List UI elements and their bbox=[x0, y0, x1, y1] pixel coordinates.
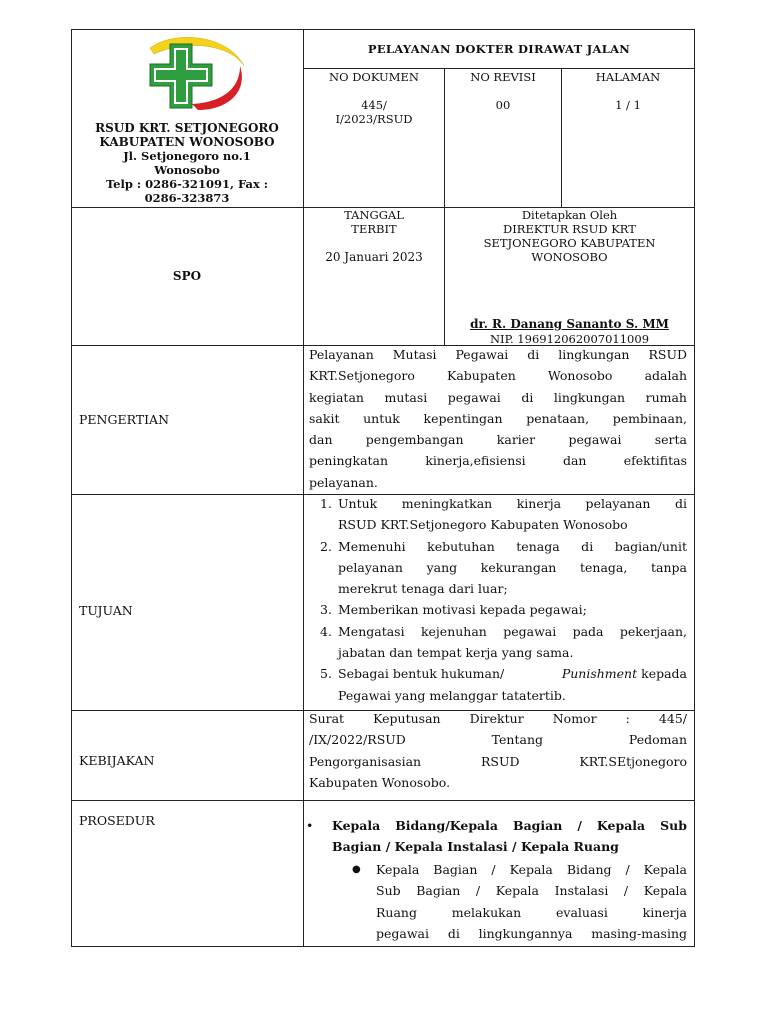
tujuan-item-line: jabatan dan tempat kerja yang sama. bbox=[338, 645, 574, 661]
prosedur-label: PROSEDUR bbox=[79, 813, 155, 828]
pengertian-line: Pelayanan Mutasi Pegawai di lingkungan RSUD bbox=[309, 347, 687, 362]
tujuan-item-text: kepada bbox=[637, 666, 687, 682]
pengertian-line: pelayanan. bbox=[309, 474, 378, 490]
address-line1: Jl. Setjonegoro no.1 bbox=[123, 149, 251, 163]
tujuan-list bbox=[320, 493, 687, 706]
pengertian-text bbox=[309, 344, 687, 493]
tujuan-item-number: 5. bbox=[320, 666, 332, 682]
issue-date-label-line1: TANGGAL bbox=[344, 208, 404, 222]
issue-date-value: 20 Januari 2023 bbox=[325, 250, 423, 264]
hospital-name-line1: RSUD KRT. SETJONEGORO bbox=[95, 121, 279, 135]
page-cell bbox=[562, 70, 694, 112]
tujuan-item bbox=[320, 599, 687, 620]
tujuan-item-number: 4. bbox=[320, 623, 332, 639]
tujuan-item-text: Sebagai bentuk hukuman/ bbox=[338, 666, 505, 682]
approval-cell bbox=[445, 208, 694, 264]
approved-by-line2: DIREKTUR RSUD KRT bbox=[503, 222, 636, 236]
kebijakan-row-divider bbox=[71, 800, 695, 801]
revision-label: NO REVISI bbox=[470, 70, 536, 84]
phone-line1: Telp : 0286-321091, Fax : bbox=[105, 177, 269, 191]
spo-label: SPO bbox=[172, 269, 202, 283]
tujuan-item bbox=[320, 621, 687, 664]
doc-no-value-line1: 445/ bbox=[361, 98, 387, 112]
tujuan-item-line: Memberikan motivasi kepada pegawai; bbox=[338, 602, 587, 618]
bullet-dot-icon: • bbox=[306, 818, 314, 833]
approved-by-line4: WONOSOBO bbox=[531, 250, 608, 264]
tujuan-item-line: pelayanan yang kekurangan tenaga, tanpa bbox=[338, 559, 687, 575]
tujuan-item-number: 1. bbox=[320, 496, 332, 511]
prosedur-bullet-line: Kepala Bidang/Kepala Bagian / Kepala Sub bbox=[332, 818, 687, 833]
tujuan-item bbox=[320, 663, 687, 706]
tujuan-label: TUJUAN bbox=[79, 603, 133, 618]
tujuan-item-line: Memenuhi kebutuhan tenaga di bagian/unit bbox=[338, 538, 687, 554]
tujuan-item-line: RSUD KRT.Setjonegoro Kabupaten Wonosobo bbox=[338, 517, 628, 533]
tujuan-item bbox=[320, 536, 687, 600]
title-divider bbox=[303, 68, 695, 69]
page-value: 1 / 1 bbox=[615, 98, 641, 112]
table-border-top bbox=[71, 29, 695, 30]
pengertian-line: sakit untuk kepentingan penataan, pembinaan, bbox=[309, 410, 687, 426]
issue-date-label-line2: TERBIT bbox=[351, 222, 397, 236]
phone-line2: 0286-323873 bbox=[144, 191, 230, 205]
tujuan-item-number: 3. bbox=[320, 602, 332, 618]
pengertian-line: peningkatan kinerja,efisiensi dan efektifitas bbox=[309, 453, 687, 469]
address-line2: Wonosobo bbox=[154, 163, 220, 177]
kebijakan-line: Pengorganisasian RSUD KRT.SEtjonegoro bbox=[309, 753, 687, 769]
tujuan-item-italic: Punishment bbox=[561, 666, 638, 682]
document-title: PELAYANAN DOKTER DIRAWAT JALAN bbox=[367, 42, 631, 56]
tujuan-item-line bbox=[338, 663, 687, 684]
kebijakan-line: Surat Keputusan Direktur Nomor : 445/ bbox=[309, 711, 687, 726]
tujuan-item-line: Untuk meningkatkan kinerja pelayanan di bbox=[338, 496, 687, 511]
table-border-right bbox=[694, 29, 695, 947]
issue-date-cell bbox=[304, 208, 444, 264]
table-border-bottom bbox=[71, 946, 695, 947]
prosedur-sub-line: Sub Bagian / Kepala Instalasi / Kepala bbox=[376, 883, 687, 899]
prosedur-bullet bbox=[304, 815, 687, 858]
pengertian-line: dan pengembangan karier pegawai serta bbox=[309, 432, 687, 448]
kebijakan-label: KEBIJAKAN bbox=[79, 753, 155, 768]
tujuan-item-line: Mengatasi kejenuhan pegawai pada pekerjaan, bbox=[338, 623, 687, 639]
tujuan-item-line: Pegawai yang melanggar tatatertib. bbox=[338, 687, 566, 703]
doc-no-label: NO DOKUMEN bbox=[329, 70, 419, 84]
prosedur-bullet-line: Bagian / Kepala Instalasi / Kepala Ruang bbox=[332, 839, 619, 855]
signatory-nip: NIP. 196912062007011009 bbox=[489, 332, 650, 346]
label-column-divider bbox=[303, 29, 304, 947]
kebijakan-line: /IX/2022/RSUD Tentang Pedoman bbox=[309, 732, 687, 748]
pengertian-line: KRT.Setjonegoro Kabupaten Wonosobo adalah bbox=[309, 368, 687, 384]
page-label: HALAMAN bbox=[595, 70, 661, 84]
doc-no-cell bbox=[304, 70, 444, 126]
kebijakan-text bbox=[309, 708, 687, 793]
revision-cell bbox=[445, 70, 561, 112]
tujuan-item-line: merekrut tenaga dari luar; bbox=[338, 581, 508, 597]
pengertian-line: kegiatan mutasi pegawai di lingkungan rumah bbox=[309, 389, 687, 405]
prosedur-sub-line: Ruang melakukan evaluasi kinerja bbox=[376, 904, 687, 920]
revision-value: 00 bbox=[495, 98, 511, 112]
tujuan-item-number: 2. bbox=[320, 538, 332, 554]
prosedur-sub-bullet bbox=[352, 859, 687, 944]
hospital-name-line2: KABUPATEN WONOSOBO bbox=[99, 135, 275, 149]
kebijakan-line: Kabupaten Wonosobo. bbox=[309, 774, 451, 790]
approved-by-line1: Ditetapkan Oleh bbox=[521, 208, 618, 222]
approved-by-line3: SETJONEGORO KABUPATEN bbox=[483, 236, 656, 250]
prosedur-sub-line: pegawai di lingkungannya masing-masing bbox=[376, 925, 687, 941]
prosedur-sub-line: Kepala Bagian / Kepala Bidang / Kepala bbox=[376, 862, 687, 877]
hospital-logo bbox=[140, 36, 248, 116]
sub-bullet-dot-icon: ● bbox=[352, 864, 361, 875]
pengertian-label: PENGERTIAN bbox=[79, 412, 170, 427]
hospital-info bbox=[72, 121, 302, 205]
signatory-name: dr. R. Danang Sananto S. MM bbox=[470, 317, 669, 331]
tujuan-item bbox=[320, 493, 687, 536]
doc-no-value-line2: I/2023/RSUD bbox=[335, 112, 413, 126]
